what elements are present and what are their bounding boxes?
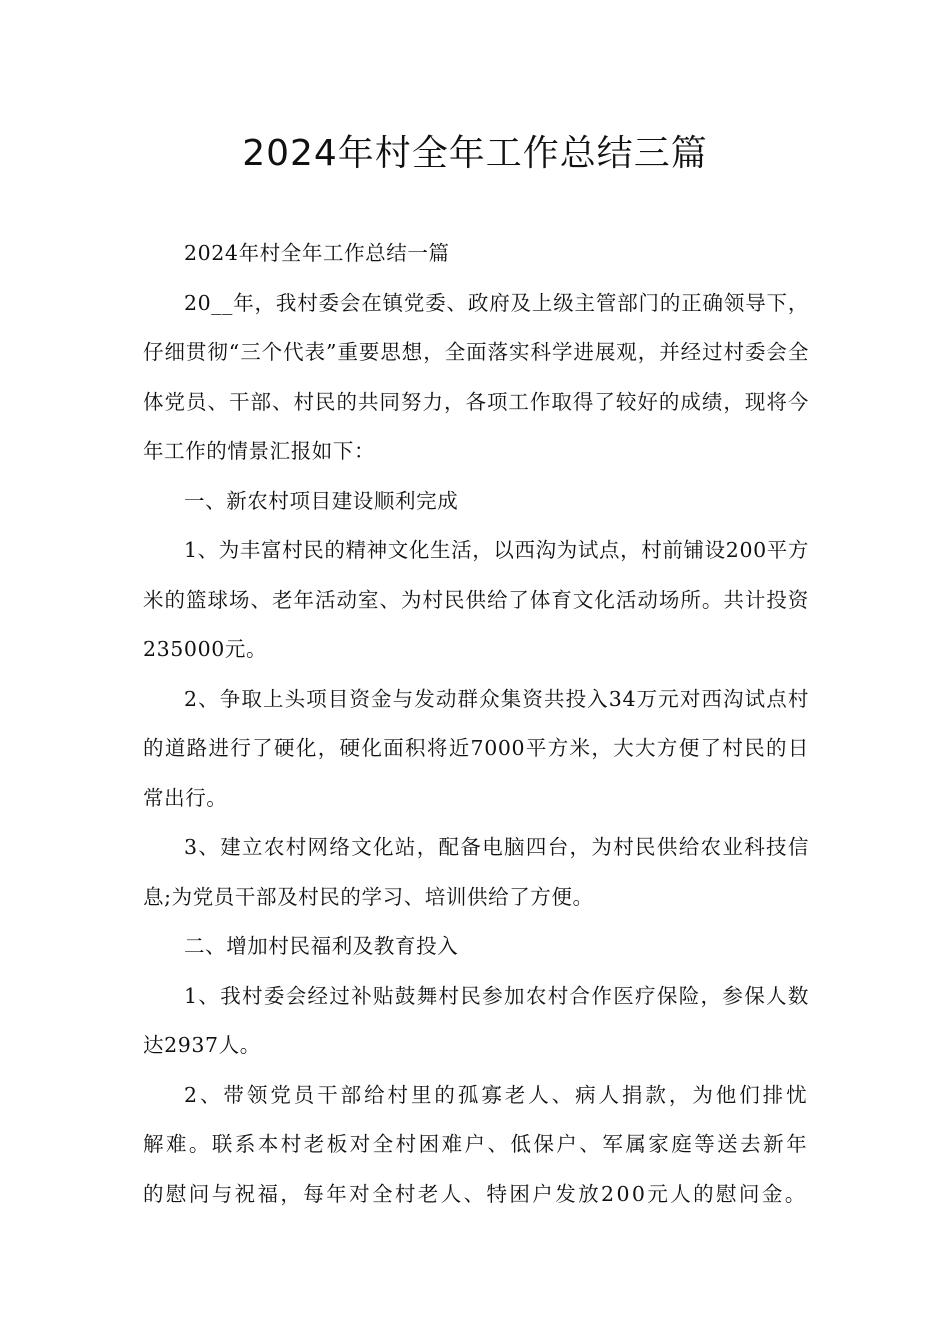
body-paragraph: 3、建立农村网络文化站，配备电脑四台，为村民供给农业科技信息;为党员干部及村民的学习、培训供给了方便。 bbox=[143, 835, 809, 909]
body-paragraph: 20__年，我村委会在镇党委、政府及上级主管部门的正确领导下，仔细贯彻“三个代表”重要思想，全面落实科学进展观，并经过村委会全体党员、干部、村民的共同努力，各项工作取得了较好的成绩，现将今年工作的情景汇报如下： bbox=[143, 290, 809, 463]
body-paragraph: 1、我村委会经过补贴鼓舞村民参加农村合作医疗保险，参保人数达2937人。 bbox=[143, 983, 809, 1057]
subsection-heading: 一、新农村项目建设顺利完成 bbox=[184, 488, 459, 513]
subsection-heading: 二、增加村民福利及教育投入 bbox=[184, 934, 459, 958]
document-body bbox=[143, 229, 809, 1219]
document-title: 2024年村全年工作总结三篇 bbox=[242, 133, 708, 174]
body-paragraph: 2、争取上头项目资金与发动群众集资共投入34万元对西沟试点村的道路进行了硬化，硬化面积将近7000平方米，大大方便了村民的日常出行。 bbox=[143, 686, 809, 810]
body-paragraph: 1、为丰富村民的精神文化生活，以西沟为试点，村前铺设200平方米的篮球场、老年活动室、为村民供给了体育文化活动场所。共计投资235000元。 bbox=[143, 538, 809, 661]
body-paragraph: 2、带领党员干部给村里的孤寡老人、病人捐款，为他们排忧解难。联系本村老板对全村困难户、低保户、军属家庭等送去新年的慰问与祝福，每年对全村老人、特困户发放200元人的慰问金。 bbox=[143, 1082, 809, 1206]
section-heading: 2024年村全年工作总结一篇 bbox=[184, 241, 450, 265]
